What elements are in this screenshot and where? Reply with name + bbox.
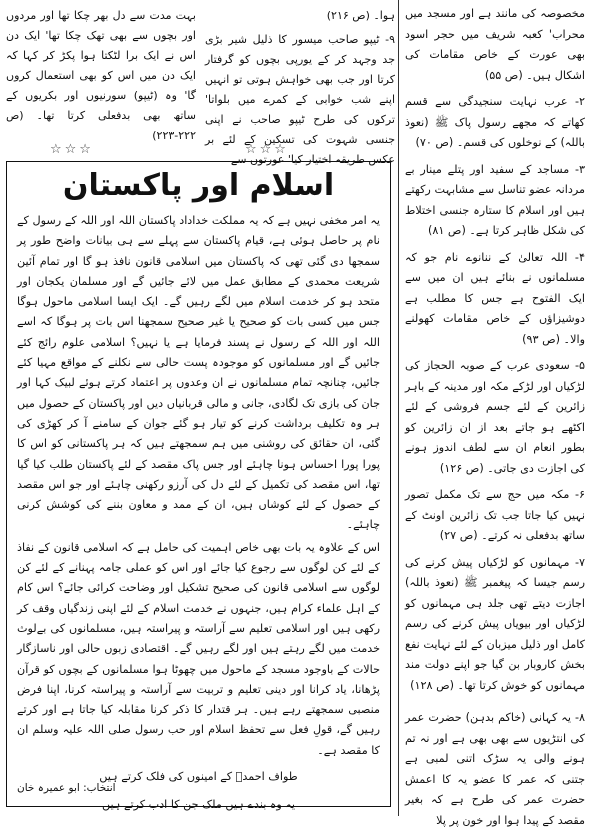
list-item: ۴- اللہ تعالیٰ کے ننانوے نام جو کہ مسلمانوں نے بنائے ہیں ان میں سے ایک الفتوح ہے جس کا مطلب ہے دوشیزاؤں کے خاص مقامات کھولنے والا۔ (ص ۹۳) — [405, 250, 585, 346]
list-item: ہوا۔ (ص ۲۱۶) — [326, 9, 395, 22]
top-middle-column — [205, 6, 395, 174]
column-divider — [398, 0, 399, 816]
article-paragraph: یہ امر مخفی نہیں ہے کہ یہ مملکت خداداد پاکستان اللہ اور اللہ کے رسول کے نام پر حاصل ہوئی ہے، قیام پاکستان سے پہلے سے ہی بیانات واضح طور پر سمجھا دی گئی تھی کہ پاکستان میں اسلامی قانون نافذ ہو گا اور تمام آئین شریعت محمدی کے مطابق عمل میں لائے جائیں گے اور مسلمان یکجان اور متحد ہو کر خدمت اسلام میں لگے رہیں گے۔ ایک ایسا اسلامی ماحول ہوگا جس میں کسی بات کو صحیح یا غیر صحیح سمجھنا اس بات پر ہوگا کہ اسے اللہ اور اللہ کے رسول نے پسند فرمایا ہے یا نہیں؟ اسلامی علوم رائج کئے جائیں گے اور مسلمانوں کو موجودہ پست حالی سے نکلنے کے مواقع مہیا کئے جائیں، چنانچہ تمام مسلمانوں نے ان وعدوں پر اعتماد کرتے ہوئے لبیک کہا اور جان کی بازی تک لگادی، جانی و مالی قربانیاں دیں اور پاکستان کے حصول میں ہر وہ تکلیف برداشت کرنے کو تیار ہو گئے جوان کے سامنے آ کر کھڑی کی گئی، ان حقائق کی روشنی میں ہم سمجھتے ہیں کہ ہر پاکستانی کو اس کا پورا پورا احساس ہونا چاہئے اور جس پاک مقصد کے لئے پاکستان طلب کیا گیا تھا، اس مقصد کی تکمیل کے لئے دل کی آرزو رکھنی چاہئے اور جو اس مقصد کے حصول کے لئے کوشاں ہیں، ان کے ممد و معاون بننے کی کوشش کرنی چاہئے۔ — [17, 214, 380, 532]
stars-separator-left: ☆☆☆ — [50, 142, 94, 157]
list-item: بہت مدت سے دل بھر چکا تھا اور مردوں اور بچوں سے بھی تھک چکا تھا' ایک دن اس نے ایک برا لٹکتا ہوا پکڑ کر کہا کہ ایک دن میں اس کو بھی استعمال کروں گا' وہ (ٹیپو) سورنیوں اور بکریوں کے ساتھ بھی بدفعلی کرتا تھا۔ (ص ۲۲۲-۲۲۳) — [6, 9, 196, 142]
list-item: ۷- مہمانوں کو لڑکیاں پیش کرنے کی رسم جیسا کہ پیغمبر ﷺ (نعوذ باللہ) اجازت دیتے تھی جلد ہی مہمانوں کو لڑکیاں اور بیویاں پیش کرنے کی رسم کامل اور ذلیل میزبان کے لئے نہایت نفع بخش کاروبار بن گیا جو اپنے دولت مند مہمانوں کو خوش کرتا تھا۔ (ص ۱۲۸) — [405, 555, 585, 692]
article-title: اسلام اور پاکستان — [62, 168, 335, 203]
article-body — [7, 211, 390, 817]
list-item: ۹- ٹیپو صاحب میسور کا ذلیل شیر بڑی جد وجہد کر کے یورپی بچوں کو گرفتار کرتا اور جب بھی خواہش ہوتی تو انہیں اپنے شب خوابی کے کمرے میں بلواتا' ترکوں کی طرح ٹیپو صاحب نے اپنی جنسی شہوت کی تسکین کے لئے بر عکس طریقہ اختیار کیا' عورتوں سے — [205, 33, 395, 166]
right-column — [405, 4, 585, 837]
top-left-column — [6, 6, 196, 150]
list-item: ۲- عرب نہایت سنجیدگی سے قسم کھاتے کہ مجھے رسول پاک ﷺ (نعوذ باللہ) کے نوخلوں کی قسم۔ (ص ۷۰) — [405, 95, 585, 149]
list-item: ۵- سعودی عرب کے صوبہ الحجاز کی لڑکیاں اور لڑکے مکہ اور مدینہ کے باہر زائرین کے لئے جسم فروشی کے لئے اکٹھے ہو جاتے بعد از ان زائرین کو بطور انعام ان سے لطف اندوز ہونے کی اجازت دی جاتی۔ (ص ۱۲۶) — [405, 359, 585, 475]
list-item: مخصوصہ کی مانند ہے اور مسجد میں محراب' کعبہ شریف میں حجر اسود بھی عورت کے خاص مقامات کی اشکال ہیں۔ (ص ۵۵) — [405, 7, 585, 82]
list-item: ۶- مکہ میں حج سے تک مکمل تصور نہیں کیا جاتا جب تک زائرین اونٹ کے ساتھ بدفعلی نہ کرتے۔ (ص ۲۷) — [405, 488, 585, 542]
verse-line: یہ وہ بندے ہیں ملک جن کا ادب کرتے ہیں — [101, 798, 296, 812]
list-item: ۳- مساجد کے سفید اور پتلے مینار بے مردانہ عضو تناسل سے مشابہت رکھتے ہیں اور اسلام کا ستارہ جنسی اختلاط کی شکل ظاہر کرتا ہے۔ (ص ۸۱) — [405, 162, 585, 237]
article-paragraph: اس کے علاوہ یہ بات بھی خاص اہمیت کی حامل ہے کہ اسلامی قانون کے نفاذ کے لئے کن لوگوں سے رجوع کیا جائے اور اس کو عملی جامہ پہنانے کے لئے کن لوگوں سے اسلامی قانون کی صحیح تشکیل اور وضاحت کرائی جائے؟ اس کام کے اہل علماء کرام ہیں، جنہوں نے خدمت اسلام کے لئے اپنی زندگیاں وقف کر رکھی ہیں اور اسلامی تعلیم سے آراستہ و پیراستہ ہیں، مسلمانوں کی بےلوث خدمت میں لگے رہتے ہیں اور لگے رہیں گے۔ اقتصادی زبوں حالی اور ناسازگار حالات کے باوجود مسجد کے ماحول میں چھوٹا ہوا مسلمانوں کے بچوں کو قرآن پڑھانا، یاد کرانا اور دینی تعلیم و تربیت سے آراستہ و پیراستہ کرنا، اپنا فرض منصبی سمجھتے رہے ہیں۔ ہر قتدار کا ذکر کرنا مقابلہ کیا جاتا ہے اور کرتے رہیں گے، قولِ فعل سے تحفظ اسلام اور حب رسول صلی اللہ علیہ وسلم ان کا مقصد ہے۔ — [17, 540, 380, 757]
stars-separator-mid: ☆☆☆ — [245, 142, 289, 157]
article-credit: انتخاب: ابو عمیرہ خان — [17, 782, 116, 794]
list-item: ۸- یہ کہانی (خاکم بدہن) حضرت عمر کی انتڑیوں سے بھی بھی ہے اور نہ تم ہونے والی یہ سڑک اتنی لمبی ہے جتنی کہ عمر کا عضو یہ کا اعمش حضرت عمر کی طرح ہے کہ بغیر مقصد کے پیدا ہوا اور خون پر پلا — [405, 711, 585, 827]
article-box — [6, 161, 391, 812]
verse-line: طواف احمدؐ کے امینوں کی فلک کرتے ہیں — [99, 770, 298, 784]
